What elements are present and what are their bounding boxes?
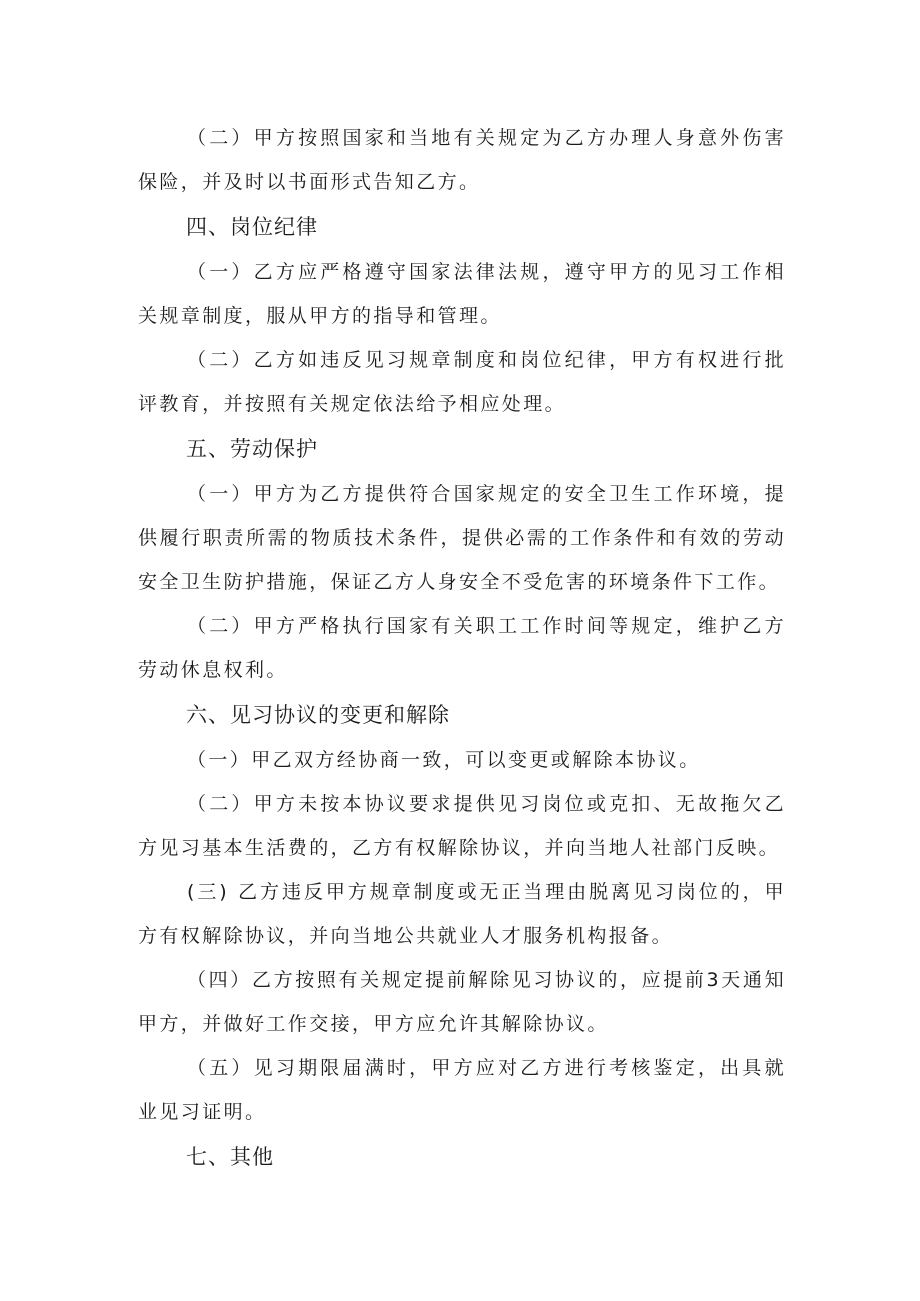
clause-text: （二）甲方按照国家和当地有关规定为乙方办理人身意外伤害保险，并及时以书面形式告知乙方。	[138, 127, 786, 193]
clause-text: （四）乙方按照有关规定提前解除见习协议的，应提前3天通知甲方，并做好工作交接，甲方应允许其解除协议。	[138, 969, 786, 1035]
section-heading: 五、劳动保护	[186, 437, 318, 461]
clause-text: (三) 乙方违反甲方规章制度或无正当理由脱离见习岗位的，甲方有权解除协议，并向当地公共就业人才服务机构报备。	[138, 881, 786, 947]
clause-text: （二）甲方未按本协议要求提供见习岗位或克扣、无故拖欠乙方见习基本生活费的，乙方有权解除协议，并向当地人社部门反映。	[138, 793, 786, 859]
clause-text: （二）乙方如违反见习规章制度和岗位纪律，甲方有权进行批评教育，并按照有关规定依法给予相应处理。	[138, 349, 786, 415]
section-heading: 四、岗位纪律	[186, 215, 318, 239]
clause-text: （一）甲方为乙方提供符合国家规定的安全卫生工作环境，提供履行职责所需的物质技术条件，提供必需的工作条件和有效的劳动安全卫生防护措施，保证乙方人身安全不受危害的环境条件下工作。	[138, 483, 786, 593]
clause-text: （二）甲方严格执行国家有关职工工作时间等规定，维护乙方劳动休息权利。	[138, 615, 786, 681]
clause-text: （一）甲乙双方经协商一致，可以变更或解除本协议。	[187, 749, 701, 771]
clause-text: （一）乙方应严格遵守国家法律法规，遵守甲方的见习工作相关规章制度，服从甲方的指导和管理。	[138, 261, 786, 327]
section-heading: 六、见习协议的变更和解除	[186, 703, 450, 727]
section-heading: 七、其他	[186, 1145, 274, 1169]
clause-text: （五）见习期限届满时，甲方应对乙方进行考核鉴定，出具就业见习证明。	[138, 1057, 786, 1123]
document-body	[138, 116, 786, 1180]
